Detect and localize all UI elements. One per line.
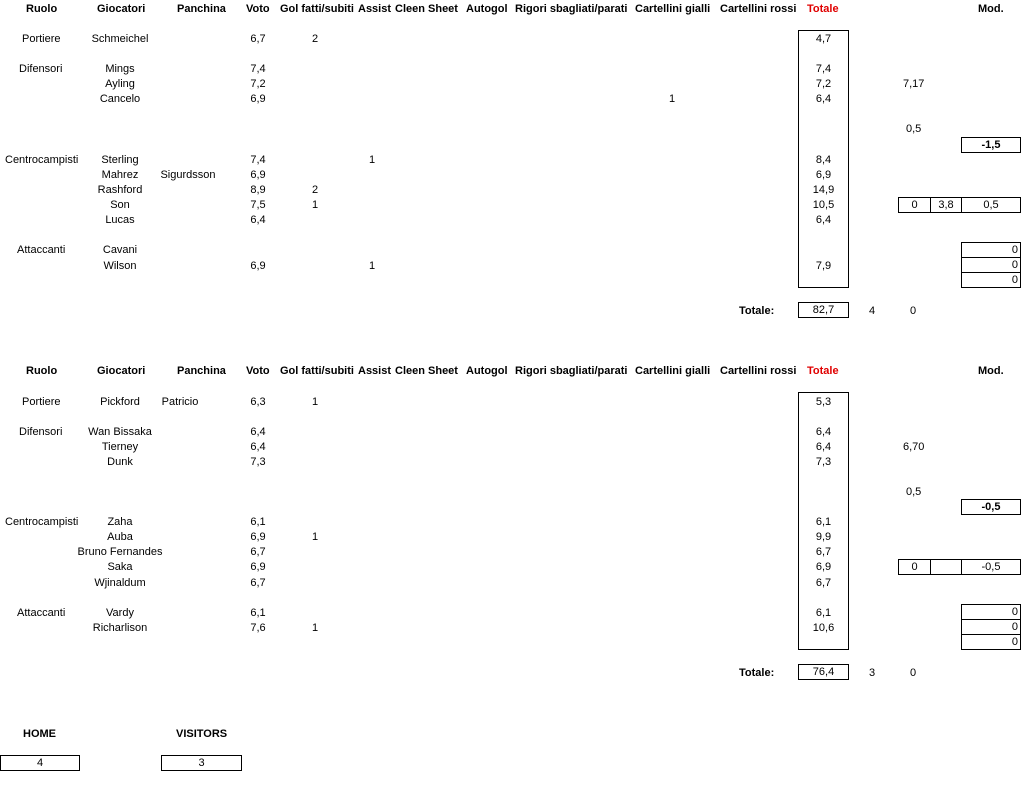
attack-cell-2: 0 — [961, 619, 1021, 635]
header-clean-sheet: Cleen Sheet — [395, 3, 458, 15]
player-name: Mings — [105, 63, 135, 75]
totale: 4,7 — [815, 33, 832, 45]
voto: 7,4 — [250, 154, 266, 166]
gol: 1 — [311, 199, 319, 211]
totale-label: Totale: — [739, 667, 775, 679]
voto: 7,4 — [250, 63, 266, 75]
player-name: Saka — [107, 561, 133, 573]
player-name: Vardy — [106, 607, 134, 619]
team-total: 82,7 — [798, 302, 849, 318]
header-gialli: Cartellini gialli — [635, 365, 711, 377]
totale: 6,4 — [815, 441, 832, 453]
voto: 6,4 — [250, 426, 266, 438]
gol: 1 — [311, 531, 319, 543]
player-name: Wan Bissaka — [88, 426, 152, 438]
voto: 7,3 — [250, 456, 266, 468]
attack-cell-3: 0 — [961, 634, 1021, 650]
role-difensori: Difensori — [19, 63, 63, 75]
modifier-value: -1,5 — [961, 137, 1021, 153]
header-autogol: Autogol — [466, 365, 508, 377]
voto: 6,9 — [250, 531, 266, 543]
gialli: 1 — [668, 93, 676, 105]
player-name: Schmeichel — [91, 33, 149, 45]
totale: 5,3 — [815, 396, 832, 408]
header-rigori: Rigori sbagliati/parati — [515, 3, 628, 15]
player-name: Pickford — [100, 396, 140, 408]
totale: 14,9 — [812, 184, 835, 196]
header-voto: Voto — [246, 3, 270, 15]
totale: 6,7 — [815, 546, 832, 558]
totale: 6,1 — [815, 607, 832, 619]
totale: 7,9 — [815, 260, 832, 272]
gol: 2 — [311, 184, 319, 196]
midfield-cell-b: 3,8 — [930, 197, 962, 213]
voto: 6,4 — [250, 441, 266, 453]
voto: 6,7 — [250, 546, 266, 558]
header-mod: Mod. — [978, 3, 1004, 15]
header-gialli: Cartellini gialli — [635, 3, 711, 15]
totale: 6,9 — [815, 169, 832, 181]
voto: 6,9 — [250, 260, 266, 272]
player-name: Tierney — [101, 441, 139, 453]
midfield-cell-c: 0,5 — [961, 197, 1021, 213]
player-name: Zaha — [107, 516, 133, 528]
totale: 8,4 — [815, 154, 832, 166]
header-giocatori: Giocatori — [97, 3, 146, 15]
midfield-cell-b — [930, 559, 962, 575]
header-totale: Totale — [807, 3, 839, 15]
totale: 6,7 — [815, 577, 832, 589]
team-goals: 3 — [869, 667, 876, 679]
player-name: Wilson — [103, 260, 137, 272]
midfield-cell-a: 0 — [898, 197, 931, 213]
defense-average: 6,70 — [903, 441, 925, 453]
voto: 6,9 — [250, 169, 266, 181]
voto: 8,9 — [250, 184, 266, 196]
role-centrocampisti: Centrocampisti — [5, 154, 79, 166]
panchina: Patricio — [161, 396, 199, 408]
player-name: Cavani — [102, 244, 138, 256]
voto: 6,7 — [250, 577, 266, 589]
header-clean-sheet: Cleen Sheet — [395, 365, 458, 377]
totale: 6,4 — [815, 93, 832, 105]
visitors-label: VISITORS — [176, 728, 228, 740]
role-difensori: Difensori — [19, 426, 63, 438]
player-name: Auba — [107, 531, 133, 543]
role-centrocampisti: Centrocampisti — [5, 516, 79, 528]
header-assist: Assist — [358, 365, 392, 377]
gol: 2 — [311, 33, 319, 45]
totale-label: Totale: — [739, 305, 775, 317]
role-portiere: Portiere — [22, 396, 61, 408]
header-giocatori: Giocatori — [97, 365, 146, 377]
player-name: Rashford — [97, 184, 143, 196]
header-mod: Mod. — [978, 365, 1004, 377]
totale: 7,4 — [815, 63, 832, 75]
voto: 6,1 — [250, 607, 266, 619]
team-extra: 0 — [910, 305, 917, 317]
totale: 7,2 — [815, 78, 832, 90]
player-name: Richarlison — [92, 622, 148, 634]
header-panchina: Panchina — [177, 365, 226, 377]
bonus-value: 0,5 — [906, 486, 922, 498]
visitors-score: 3 — [161, 755, 242, 771]
header-ruolo: Ruolo — [26, 365, 58, 377]
totale: 6,9 — [815, 561, 832, 573]
voto: 7,6 — [250, 622, 266, 634]
panchina: Sigurdsson — [160, 169, 216, 181]
header-voto: Voto — [246, 365, 270, 377]
team-goals: 4 — [869, 305, 876, 317]
attack-cell-1: 0 — [961, 242, 1021, 258]
team-total: 76,4 — [798, 664, 849, 680]
player-name: Bruno Fernandes — [77, 546, 163, 558]
player-name: Wjinaldum — [94, 577, 146, 589]
totale: 7,3 — [815, 456, 832, 468]
header-totale: Totale — [807, 365, 839, 377]
voto: 7,2 — [250, 78, 266, 90]
totale: 6,4 — [815, 214, 832, 226]
header-rossi: Cartellini rossi — [720, 365, 797, 377]
player-name: Son — [110, 199, 130, 211]
player-name: Lucas — [105, 214, 135, 226]
player-name: Cancelo — [99, 93, 141, 105]
voto: 6,7 — [250, 33, 266, 45]
voto: 6,9 — [250, 93, 266, 105]
assist: 1 — [368, 260, 376, 272]
header-autogol: Autogol — [466, 3, 508, 15]
midfield-cell-a: 0 — [898, 559, 931, 575]
header-gol: Gol fatti/subiti — [280, 365, 354, 377]
home-label: HOME — [23, 728, 56, 740]
voto: 6,9 — [250, 561, 266, 573]
defense-average: 7,17 — [903, 78, 925, 90]
team-extra: 0 — [910, 667, 917, 679]
header-rossi: Cartellini rossi — [720, 3, 797, 15]
modifier-value: -0,5 — [961, 499, 1021, 515]
home-score: 4 — [0, 755, 80, 771]
gol: 1 — [311, 622, 319, 634]
header-rigori: Rigori sbagliati/parati — [515, 365, 628, 377]
player-name: Dunk — [107, 456, 133, 468]
midfield-cell-c: -0,5 — [961, 559, 1021, 575]
player-name: Ayling — [105, 78, 135, 90]
role-portiere: Portiere — [22, 33, 61, 45]
bonus-value: 0,5 — [906, 123, 922, 135]
header-gol: Gol fatti/subiti — [280, 3, 354, 15]
player-name: Mahrez — [101, 169, 139, 181]
header-panchina: Panchina — [177, 3, 226, 15]
totale: 6,4 — [815, 426, 832, 438]
voto: 6,3 — [250, 396, 266, 408]
attack-cell-1: 0 — [961, 604, 1021, 620]
totale: 6,1 — [815, 516, 832, 528]
voto: 6,4 — [250, 214, 266, 226]
attack-cell-3: 0 — [961, 272, 1021, 288]
voto: 6,1 — [250, 516, 266, 528]
totale: 10,5 — [812, 199, 835, 211]
assist: 1 — [368, 154, 376, 166]
totale: 9,9 — [815, 531, 832, 543]
attack-cell-2: 0 — [961, 257, 1021, 273]
role-attaccanti: Attaccanti — [17, 244, 66, 256]
totale: 10,6 — [812, 622, 835, 634]
player-name: Sterling — [101, 154, 139, 166]
voto: 7,5 — [250, 199, 266, 211]
role-attaccanti: Attaccanti — [17, 607, 66, 619]
header-ruolo: Ruolo — [26, 3, 58, 15]
gol: 1 — [311, 396, 319, 408]
header-assist: Assist — [358, 3, 392, 15]
